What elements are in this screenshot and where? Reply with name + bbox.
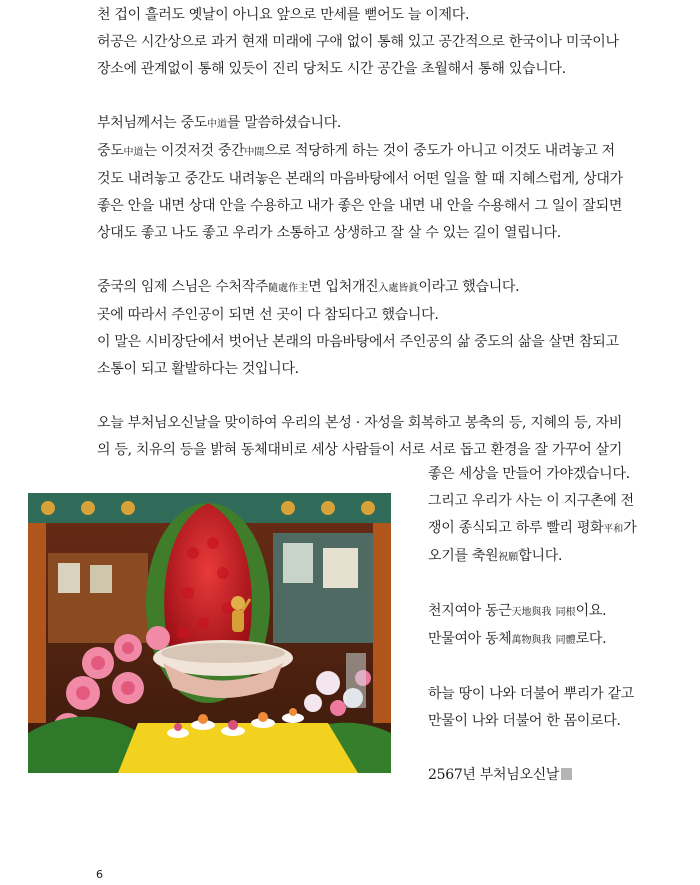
text-line: 그리고 우리가 사는 이 지구촌에 전 xyxy=(428,493,634,509)
text-line: 중국의 임제 스님은 수처작주隨處作主면 입처개진入處皆眞이라고 했습니다. xyxy=(97,279,520,295)
text-line: 오늘 부처님오신날을 맞이하여 우리의 본성 · 자성을 회복하고 봉축의 등, 지혜의 등, 자비 xyxy=(97,415,623,431)
text-line: 것도 내려놓고 중간도 내려놓은 본래의 마음바탕에서 어떤 일을 할 때 지혜스럽게, 상대가 xyxy=(97,171,623,187)
text-line: 장소에 관계없이 통해 있듯이 진리 당처도 시간 공간을 초월해서 통해 있습니다. xyxy=(97,61,566,77)
text-line: 하늘 땅이 나와 더불어 뿌리가 같고 xyxy=(428,686,634,702)
right-column-text xyxy=(428,461,660,789)
text-line: 곳에 따라서 주인공이 되면 선 곳이 다 참되다고 했습니다. xyxy=(97,307,439,323)
text-line: 만물여아 동체萬物與我 同體로다. xyxy=(428,631,607,647)
page-number: 6 xyxy=(96,868,103,881)
paragraph-group-1 xyxy=(97,2,657,464)
text-line: 천 겁이 흘러도 옛날이 아니요 앞으로 만세를 뻗어도 늘 이제다. xyxy=(97,7,470,23)
text-line: 의 등, 치유의 등을 밝혀 동체대비로 세상 사람들이 서로 서로 돕고 환경을 잘 가꾸어 살기 xyxy=(97,442,623,458)
altar-illustration xyxy=(28,493,391,773)
text-line: 쟁이 종식되고 하루 빨리 평화平和가 xyxy=(428,520,637,536)
text-line: 부처님께서는 중도中道를 말씀하셨습니다. xyxy=(97,115,342,131)
text-line: 허공은 시간상으로 과거 현재 미래에 구애 없이 통해 있고 공간적으로 한국이나 미국이나 xyxy=(97,34,619,50)
signature-line: 2567년 부처님오신날 xyxy=(428,762,660,789)
text-line: 상대도 좋고 나도 좋고 우리가 소통하고 상생하고 잘 살 수 있는 길이 열립니다. xyxy=(97,225,561,241)
seal-stamp-icon xyxy=(561,768,572,780)
text-line: 만물이 나와 더불어 한 몸이로다. xyxy=(428,713,621,729)
text-line: 오기를 축원祝願합니다. xyxy=(428,548,563,564)
text-line: 좋은 안을 내면 상대 안을 수용하고 내가 좋은 안을 내면 내 안을 수용해서 그 일이 잘되면 xyxy=(97,198,623,214)
text-line: 좋은 세상을 만들어 가야겠습니다. xyxy=(428,466,630,482)
text-line: 중도中道는 이것저것 중간中間으로 적당하게 하는 것이 중도가 아니고 이것도 내려놓고 저 xyxy=(97,143,615,159)
text-line: 이 말은 시비장단에서 벗어난 본래의 마음바탕에서 주인공의 삶 중도의 삶을 살면 참되고 xyxy=(97,334,619,350)
text-line: 소통이 되고 활발하다는 것입니다. xyxy=(97,361,299,377)
text-line: 천지여아 동근天地與我 同根이요. xyxy=(428,603,607,619)
buddha-altar-photo xyxy=(28,493,391,773)
